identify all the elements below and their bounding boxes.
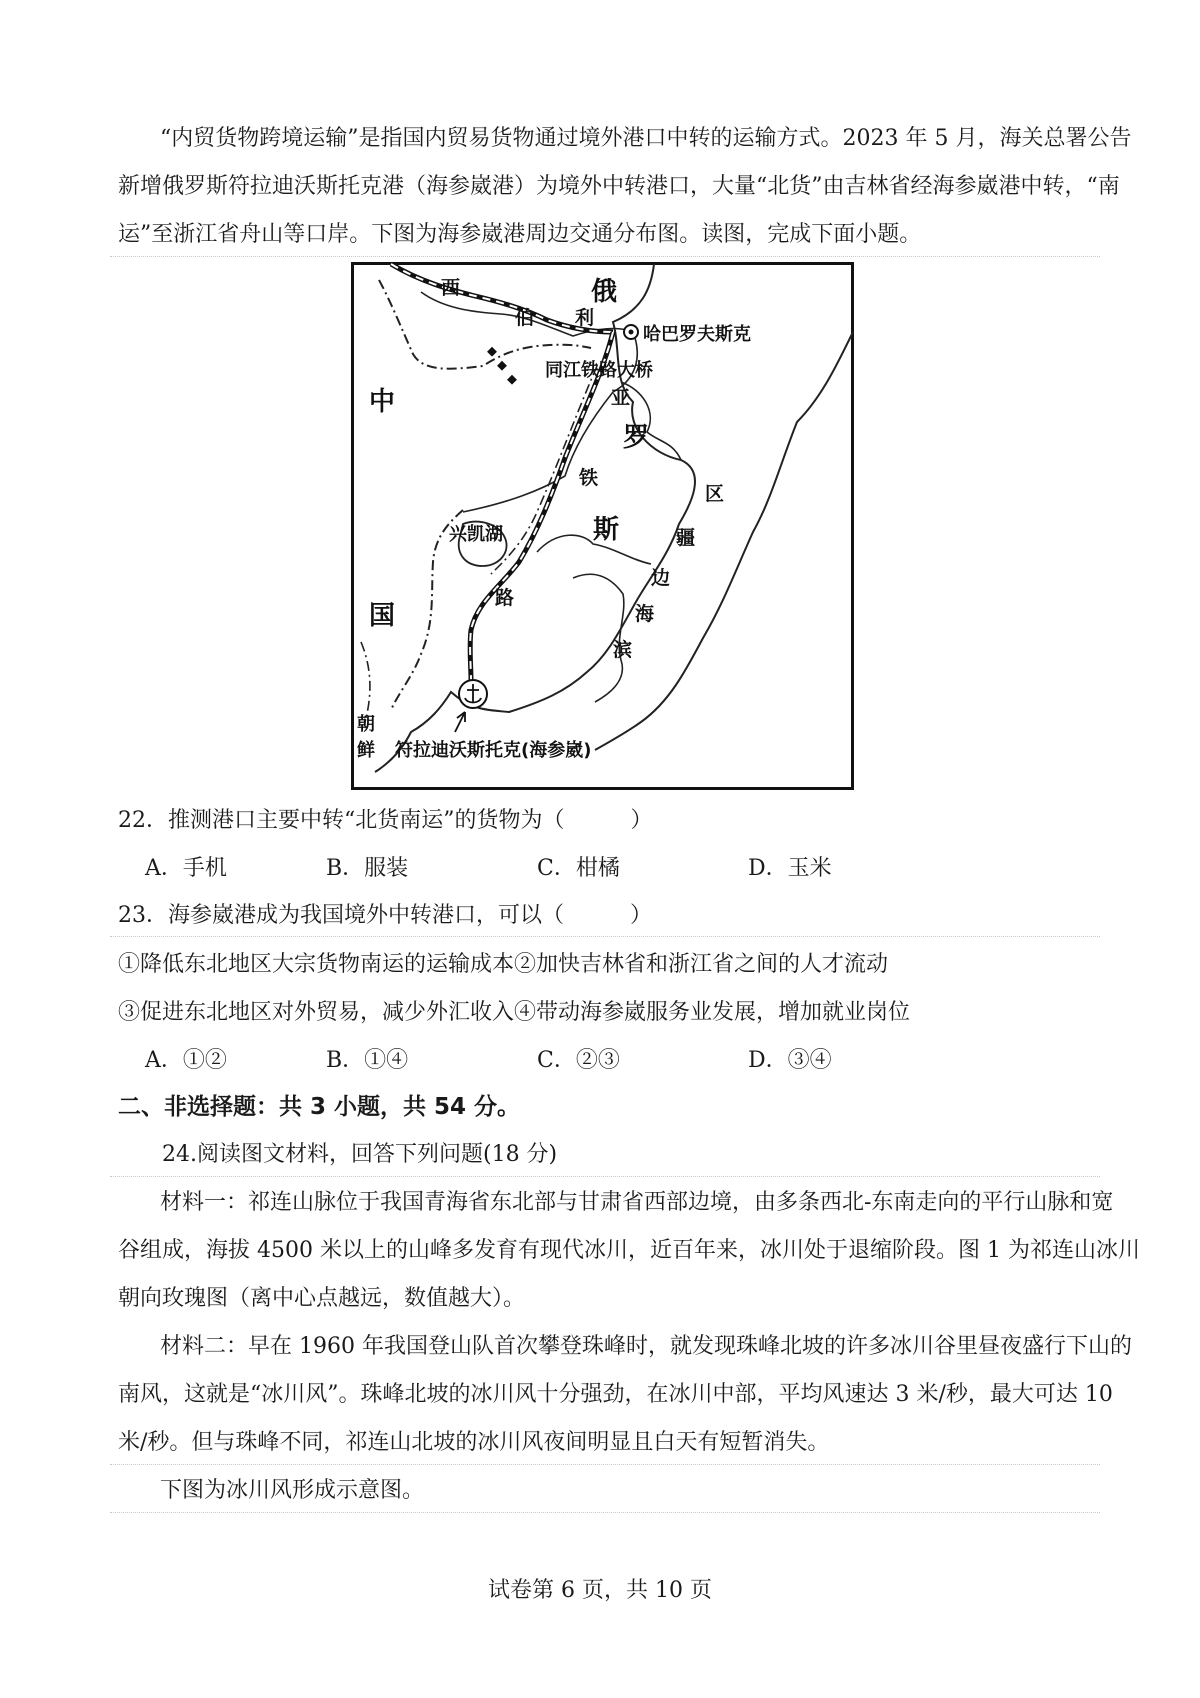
intro-line-1: “内贸货物跨境运输”是指国内贸易货物通过境外港口中转的运输方式。2023 年 5 月，海关总署公告 <box>160 126 1132 151</box>
map-label-si: 斯 <box>593 515 620 545</box>
q22-option-c: C．柑橘 <box>537 856 620 881</box>
map-label-bian: 边 <box>651 567 671 589</box>
map-label-xian: 鲜 <box>357 740 375 761</box>
map-label-lake: 兴凯湖 <box>449 524 503 545</box>
map-label-tie: 铁 <box>579 467 599 489</box>
q24-material-1-line-2: 谷组成，海拔 4500 米以上的山峰多发育有现代冰川，近百年来，冰川处于退缩阶段。图 1 为祁连山冰川 <box>118 1238 1140 1263</box>
q23-statements-line-1: ①降低东北地区大宗货物南运的运输成本②加快吉林省和浙江省之间的人才流动 <box>118 952 889 977</box>
q24-material-2-line-1: 材料二：早在 1960 年我国登山队首次攀登珠峰时，就发现珠峰北坡的许多冰川谷里昼夜盛行下山的 <box>160 1334 1132 1359</box>
map-label-guo: 国 <box>369 601 396 631</box>
map-label-bo: 伯 <box>515 307 535 329</box>
page-footer: 试卷第 6 页，共 10 页 <box>488 1578 712 1603</box>
section-title: 二、非选择题：共 3 小题，共 54 分。 <box>118 1094 521 1120</box>
map-label-vladivostok: 符拉迪沃斯托克(海参崴) <box>395 740 592 761</box>
q24-material-2-line-2: 南风，这就是“冰川风”。珠峰北坡的冰川风十分强劲，在冰川中部，平均风速达 3 米/秒，最大可达 10 <box>118 1382 1113 1407</box>
map-label-lu: 路 <box>495 587 515 609</box>
q24-closing: 下图为冰川风形成示意图。 <box>160 1478 425 1503</box>
q24-material-1-line-3: 朝向玫瑰图（离中心点越远，数值越大）。 <box>118 1286 526 1311</box>
q24-stem: 24.阅读图文材料，回答下列问题(18 分) <box>162 1142 558 1167</box>
q22-option-b: B．服装 <box>326 856 409 881</box>
q23-option-a: A．①② <box>145 1048 227 1073</box>
map-label-luo: 罗 <box>623 423 650 453</box>
map-label-bridge: 同江铁路大桥 <box>545 360 653 381</box>
divider <box>110 1512 1100 1513</box>
map-label-hai: 海 <box>635 603 655 625</box>
q23-stem: 23．海参崴港成为我国境外中转港口，可以（ ） <box>118 903 652 928</box>
vladivostok-transport-map <box>351 262 854 790</box>
map-label-khabarovsk: 哈巴罗夫斯克 <box>643 324 751 345</box>
map-label-ya: 亚 <box>611 387 631 409</box>
divider <box>110 1464 1100 1465</box>
map-label-zhong: 中 <box>369 387 396 417</box>
map-label-li: 利 <box>575 307 595 329</box>
intro-line-3: 运”至浙江省舟山等口岸。下图为海参崴港周边交通分布图。读图，完成下面小题。 <box>118 222 922 247</box>
divider <box>110 936 1100 937</box>
map-label-e: 俄 <box>591 277 618 307</box>
q22-option-a: A．手机 <box>145 856 227 881</box>
map-label-xi: 西 <box>441 277 461 299</box>
map-label-jiang: 疆 <box>676 527 696 549</box>
divider <box>110 256 1100 257</box>
q22-stem: 22．推测港口主要中转“北货南运”的货物为（ ） <box>118 808 653 833</box>
q23-option-d: D．③④ <box>748 1048 832 1073</box>
intro-line-2: 新增俄罗斯符拉迪沃斯托克港（海参崴港）为境外中转港口，大量“北货”由吉林省经海参崴港中转，“南 <box>118 174 1120 199</box>
q24-material-2-line-3: 米/秒。但与珠峰不同，祁连山北坡的冰川风夜间明显且白天有短暂消失。 <box>118 1430 830 1455</box>
q23-statements-line-2: ③促进东北地区对外贸易，减少外汇收入④带动海参崴服务业发展，增加就业岗位 <box>118 1000 911 1025</box>
q22-option-d: D．玉米 <box>748 856 832 881</box>
q23-option-b: B．①④ <box>326 1048 409 1073</box>
divider <box>110 1176 1100 1177</box>
map-label-qu: 区 <box>705 483 725 505</box>
q23-option-c: C．②③ <box>537 1048 620 1073</box>
map-label-bin: 滨 <box>613 639 633 661</box>
map-label-chao: 朝 <box>357 714 375 735</box>
q24-material-1-line-1: 材料一：祁连山脉位于我国青海省东北部与甘肃省西部边境，由多条西北-东南走向的平行山脉和宽 <box>160 1190 1114 1215</box>
